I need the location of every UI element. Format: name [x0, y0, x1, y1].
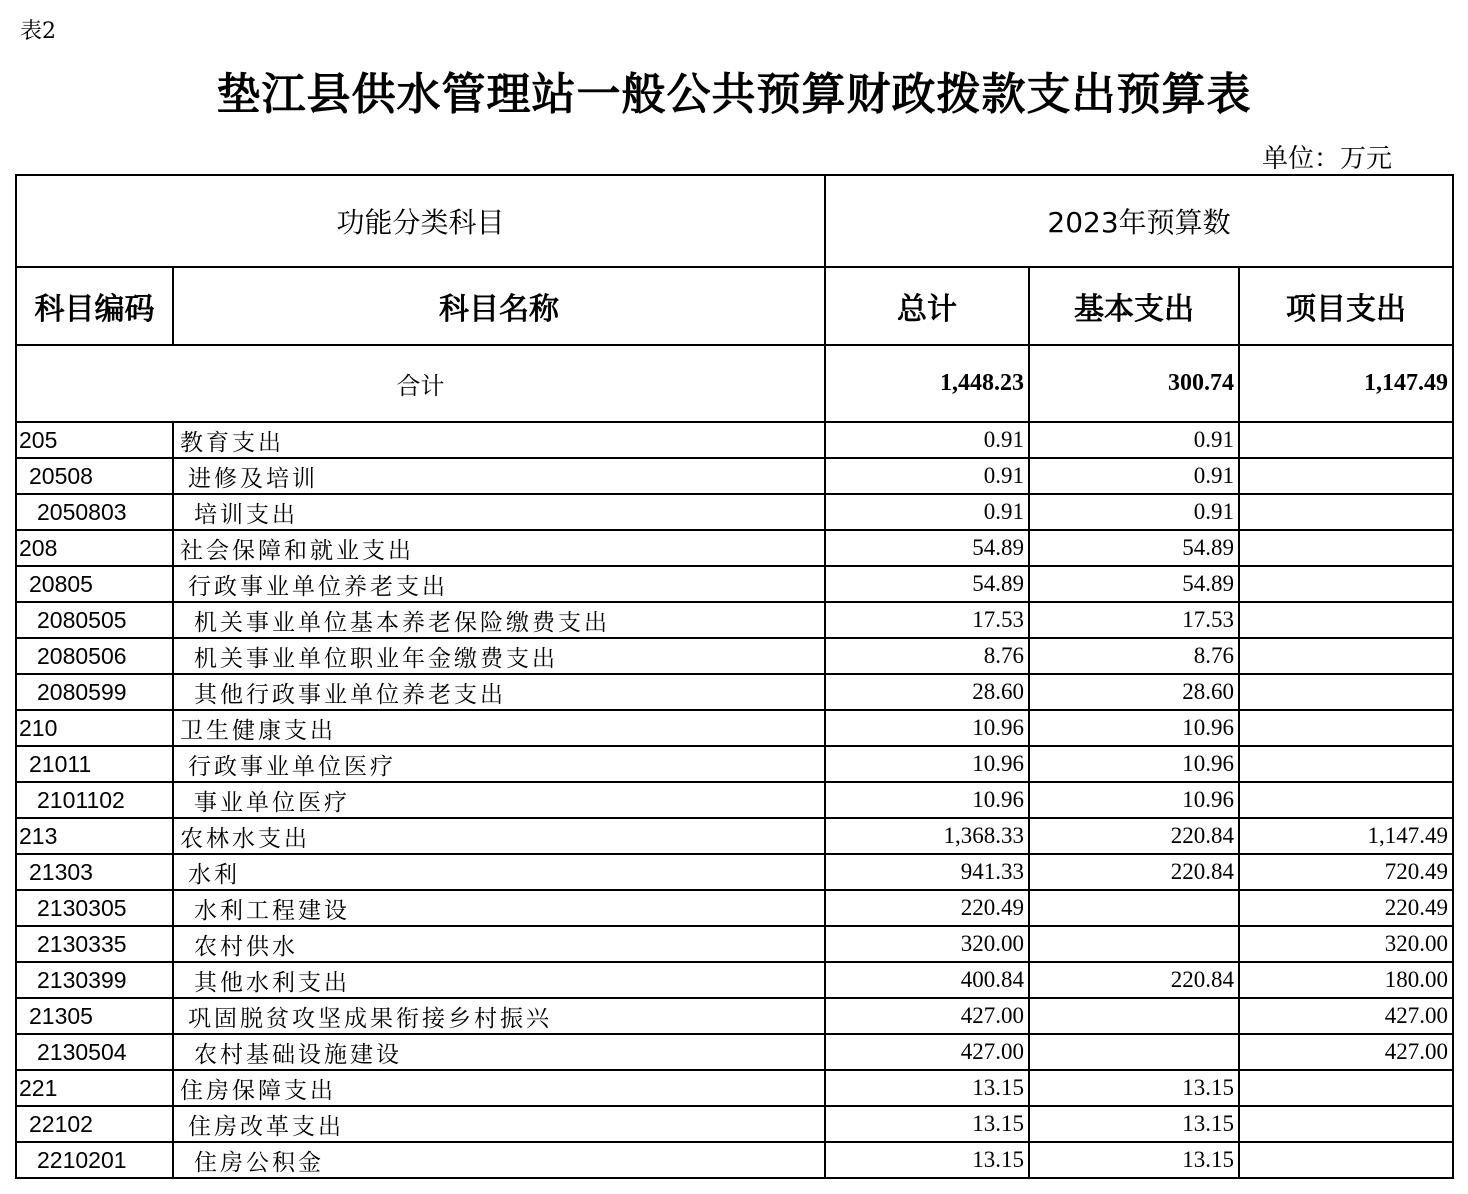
total-cell: 17.53	[825, 602, 1029, 638]
total-cell: 1,368.33	[825, 818, 1029, 854]
basic-cell: 220.84	[1029, 818, 1239, 854]
name-cell: 农林水支出	[173, 818, 825, 854]
project-cell	[1239, 710, 1453, 746]
code-cell: 2080505	[16, 602, 173, 638]
name-cell: 水利工程建设	[173, 890, 825, 926]
group-header-row	[16, 175, 1453, 267]
total-cell: 8.76	[825, 638, 1029, 674]
code-cell: 22102	[16, 1106, 173, 1142]
code-cell: 2080599	[16, 674, 173, 710]
page-title: 垫江县供水管理站一般公共预算财政拨款支出预算表	[216, 69, 1252, 120]
basic-cell: 10.96	[1029, 710, 1239, 746]
total-cell: 54.89	[825, 530, 1029, 566]
table-row	[16, 782, 1453, 818]
table-row	[16, 458, 1453, 494]
project-cell	[1239, 1106, 1453, 1142]
name-cell: 培训支出	[173, 494, 825, 530]
total-cell: 13.15	[825, 1070, 1029, 1106]
basic-cell: 10.96	[1029, 746, 1239, 782]
table-row	[16, 710, 1453, 746]
total-cell: 10.96	[825, 782, 1029, 818]
total-cell: 427.00	[825, 1034, 1029, 1070]
total-cell: 10.96	[825, 746, 1029, 782]
total-cell: 400.84	[825, 962, 1029, 998]
code-cell: 20805	[16, 566, 173, 602]
total-label: 合计	[16, 345, 825, 422]
name-cell: 住房公积金	[173, 1142, 825, 1178]
code-cell: 2210201	[16, 1142, 173, 1178]
basic-cell: 13.15	[1029, 1106, 1239, 1142]
name-cell: 机关事业单位职业年金缴费支出	[173, 638, 825, 674]
basic-cell: 13.15	[1029, 1070, 1239, 1106]
code-cell: 2050803	[16, 494, 173, 530]
project-cell	[1239, 782, 1453, 818]
total-cell: 0.91	[825, 494, 1029, 530]
basic-cell: 0.91	[1029, 494, 1239, 530]
project-column-header: 项目支出	[1239, 267, 1453, 345]
name-cell: 事业单位医疗	[173, 782, 825, 818]
name-cell: 巩固脱贫攻坚成果衔接乡村振兴	[173, 998, 825, 1034]
name-cell: 行政事业单位医疗	[173, 746, 825, 782]
project-sum: 1,147.49	[1239, 345, 1453, 422]
table-row	[16, 998, 1453, 1034]
name-cell: 社会保障和就业支出	[173, 530, 825, 566]
code-column-header: 科目编码	[16, 267, 173, 345]
name-column-header: 科目名称	[173, 267, 825, 345]
table-row	[16, 494, 1453, 530]
total-cell: 10.96	[825, 710, 1029, 746]
project-cell: 1,147.49	[1239, 818, 1453, 854]
table-row	[16, 962, 1453, 998]
table-row	[16, 638, 1453, 674]
basic-cell: 0.91	[1029, 422, 1239, 458]
code-cell: 21303	[16, 854, 173, 890]
code-cell: 2130504	[16, 1034, 173, 1070]
table-row	[16, 854, 1453, 890]
total-cell: 941.33	[825, 854, 1029, 890]
project-cell	[1239, 746, 1453, 782]
code-cell: 210	[16, 710, 173, 746]
basic-sum: 300.74	[1029, 345, 1239, 422]
table-row	[16, 1106, 1453, 1142]
total-cell: 220.49	[825, 890, 1029, 926]
total-row	[16, 345, 1453, 422]
budget-table	[15, 174, 1454, 1179]
project-cell	[1239, 458, 1453, 494]
code-cell: 21011	[16, 746, 173, 782]
basic-cell: 28.60	[1029, 674, 1239, 710]
total-cell: 13.15	[825, 1142, 1029, 1178]
code-cell: 2130335	[16, 926, 173, 962]
project-cell	[1239, 422, 1453, 458]
table-row	[16, 890, 1453, 926]
name-cell: 其他行政事业单位养老支出	[173, 674, 825, 710]
project-cell	[1239, 566, 1453, 602]
project-cell: 220.49	[1239, 890, 1453, 926]
name-cell: 卫生健康支出	[173, 710, 825, 746]
total-cell: 427.00	[825, 998, 1029, 1034]
table-number: 表2	[20, 19, 56, 44]
basic-cell: 220.84	[1029, 854, 1239, 890]
table-row	[16, 602, 1453, 638]
total-cell: 54.89	[825, 566, 1029, 602]
basic-cell: 8.76	[1029, 638, 1239, 674]
project-cell: 427.00	[1239, 1034, 1453, 1070]
project-cell	[1239, 674, 1453, 710]
category-group-header: 功能分类科目	[16, 175, 825, 267]
code-cell: 2101102	[16, 782, 173, 818]
basic-cell	[1029, 890, 1239, 926]
name-cell: 住房改革支出	[173, 1106, 825, 1142]
code-cell: 20508	[16, 458, 173, 494]
table-row	[16, 530, 1453, 566]
budget-year-group-header: 2023年预算数	[825, 175, 1453, 267]
basic-cell: 17.53	[1029, 602, 1239, 638]
project-cell	[1239, 1070, 1453, 1106]
code-cell: 2080506	[16, 638, 173, 674]
total-column-header: 总计	[825, 267, 1029, 345]
name-cell: 水利	[173, 854, 825, 890]
basic-cell	[1029, 998, 1239, 1034]
total-cell: 320.00	[825, 926, 1029, 962]
total-cell: 0.91	[825, 422, 1029, 458]
name-cell: 进修及培训	[173, 458, 825, 494]
code-cell: 205	[16, 422, 173, 458]
project-cell	[1239, 494, 1453, 530]
project-cell: 320.00	[1239, 926, 1453, 962]
project-cell	[1239, 1142, 1453, 1178]
project-cell	[1239, 638, 1453, 674]
project-cell	[1239, 530, 1453, 566]
code-cell: 208	[16, 530, 173, 566]
table-row	[16, 746, 1453, 782]
name-cell: 住房保障支出	[173, 1070, 825, 1106]
basic-cell	[1029, 1034, 1239, 1070]
total-sum: 1,448.23	[825, 345, 1029, 422]
project-cell: 720.49	[1239, 854, 1453, 890]
basic-cell: 54.89	[1029, 530, 1239, 566]
code-cell: 221	[16, 1070, 173, 1106]
basic-cell	[1029, 926, 1239, 962]
basic-cell: 54.89	[1029, 566, 1239, 602]
code-cell: 2130305	[16, 890, 173, 926]
total-cell: 0.91	[825, 458, 1029, 494]
name-cell: 教育支出	[173, 422, 825, 458]
name-cell: 农村供水	[173, 926, 825, 962]
code-cell: 213	[16, 818, 173, 854]
table-row	[16, 926, 1453, 962]
table-row	[16, 674, 1453, 710]
column-header-row	[16, 267, 1453, 345]
basic-cell: 13.15	[1029, 1142, 1239, 1178]
table-row	[16, 818, 1453, 854]
table-row	[16, 1070, 1453, 1106]
basic-cell: 10.96	[1029, 782, 1239, 818]
name-cell: 其他水利支出	[173, 962, 825, 998]
project-cell: 180.00	[1239, 962, 1453, 998]
basic-column-header: 基本支出	[1029, 267, 1239, 345]
basic-cell: 220.84	[1029, 962, 1239, 998]
unit-label: 单位：万元	[1261, 144, 1392, 174]
table-row	[16, 422, 1453, 458]
name-cell: 机关事业单位基本养老保险缴费支出	[173, 602, 825, 638]
code-cell: 21305	[16, 998, 173, 1034]
table-row	[16, 566, 1453, 602]
project-cell: 427.00	[1239, 998, 1453, 1034]
code-cell: 2130399	[16, 962, 173, 998]
name-cell: 农村基础设施建设	[173, 1034, 825, 1070]
name-cell: 行政事业单位养老支出	[173, 566, 825, 602]
total-cell: 28.60	[825, 674, 1029, 710]
table-row	[16, 1034, 1453, 1070]
basic-cell: 0.91	[1029, 458, 1239, 494]
project-cell	[1239, 602, 1453, 638]
total-cell: 13.15	[825, 1106, 1029, 1142]
table-row	[16, 1142, 1453, 1178]
